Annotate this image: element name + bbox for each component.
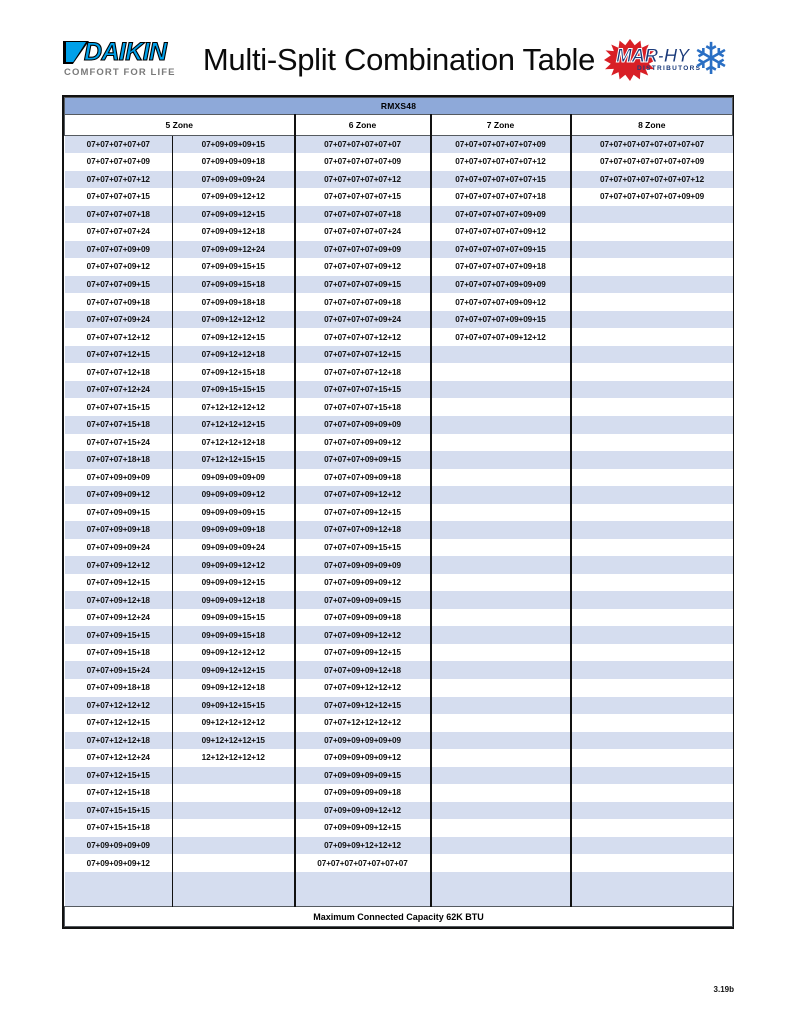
table-row [65, 363, 733, 381]
cell-6zone: 07+07+07+07+09+12 [295, 258, 431, 276]
table-row [65, 574, 733, 592]
table-row [65, 539, 733, 557]
cell-8zone [571, 802, 733, 820]
cell-6zone: 07+07+07+07+12+15 [295, 346, 431, 364]
cell-5zone-a: 07+07+12+12+18 [65, 732, 173, 750]
cell-8zone [571, 363, 733, 381]
cell-5zone-a: 07+07+09+18+18 [65, 679, 173, 697]
cell-8zone [571, 241, 733, 259]
cell-5zone-b [173, 819, 295, 837]
cell-6zone: 07+07+07+07+07+09 [295, 153, 431, 171]
max-capacity-note: Maximum Connected Capacity 62K BTU [65, 907, 733, 927]
cell-8zone [571, 223, 733, 241]
cell-5zone-b: 09+09+09+09+18 [173, 521, 295, 539]
combination-table [64, 97, 733, 927]
table-row [65, 258, 733, 276]
cell-7zone: 07+07+07+07+09+09+09 [431, 276, 571, 294]
cell-6zone: 07+07+07+07+09+09 [295, 241, 431, 259]
cell-8zone [571, 644, 733, 662]
cell-7zone [431, 872, 571, 890]
page-title: Multi-Split Combination Table [202, 42, 596, 77]
zone-header-6: 6 Zone [295, 115, 431, 136]
cell-8zone [571, 311, 733, 329]
cell-7zone [431, 837, 571, 855]
cell-8zone [571, 539, 733, 557]
cell-7zone: 07+07+07+07+07+09+09 [431, 206, 571, 224]
cell-5zone-b: 07+09+09+15+18 [173, 276, 295, 294]
cell-5zone-a: 07+07+07+07+07 [65, 136, 173, 154]
cell-5zone-b: 07+12+12+12+15 [173, 416, 295, 434]
cell-7zone [431, 714, 571, 732]
cell-6zone: 07+09+09+09+12+15 [295, 819, 431, 837]
cell-7zone [431, 363, 571, 381]
cell-6zone: 07+07+07+07+07+07 [295, 136, 431, 154]
cell-6zone: 07+09+09+09+09+15 [295, 767, 431, 785]
cell-5zone-b: 07+09+12+12+18 [173, 346, 295, 364]
cell-7zone: 07+07+07+07+09+09+12 [431, 293, 571, 311]
cell-5zone-a: 07+07+07+12+24 [65, 381, 173, 399]
cell-7zone [431, 539, 571, 557]
cell-7zone [431, 802, 571, 820]
cell-8zone [571, 434, 733, 452]
table-body [65, 136, 733, 907]
cell-6zone [295, 872, 431, 890]
cell-6zone: 07+09+09+09+09+12 [295, 749, 431, 767]
table-row [65, 311, 733, 329]
cell-6zone: 07+07+07+09+15+15 [295, 539, 431, 557]
cell-5zone-b: 07+09+09+12+15 [173, 206, 295, 224]
cell-7zone [431, 626, 571, 644]
cell-5zone-a: 07+07+07+15+18 [65, 416, 173, 434]
cell-5zone-b: 07+09+12+12+12 [173, 311, 295, 329]
cell-5zone-b: 09+09+09+12+12 [173, 556, 295, 574]
cell-5zone-b: 09+09+09+15+15 [173, 609, 295, 627]
cell-6zone: 07+09+09+09+09+09 [295, 732, 431, 750]
cell-6zone: 07+07+07+07+07+12 [295, 171, 431, 189]
cell-8zone [571, 451, 733, 469]
table-row [65, 609, 733, 627]
table-row [65, 661, 733, 679]
cell-5zone-a: 07+07+07+07+24 [65, 223, 173, 241]
cell-5zone-a: 07+07+07+07+12 [65, 171, 173, 189]
cell-6zone: 07+07+09+09+12+15 [295, 644, 431, 662]
cell-5zone-a: 07+09+09+09+12 [65, 854, 173, 872]
cell-7zone [431, 767, 571, 785]
cell-5zone-a: 07+07+09+09+12 [65, 486, 173, 504]
table-foot [65, 907, 733, 927]
cell-5zone-a: 07+07+09+09+24 [65, 539, 173, 557]
table-row [65, 328, 733, 346]
cell-6zone: 07+07+07+07+07+15 [295, 188, 431, 206]
cell-6zone: 07+07+07+07+07+18 [295, 206, 431, 224]
page-reference: 3.19b [713, 985, 734, 994]
cell-8zone [571, 872, 733, 890]
cell-5zone-b: 07+09+09+15+15 [173, 258, 295, 276]
cell-6zone: 07+07+09+09+12+18 [295, 661, 431, 679]
cell-7zone [431, 486, 571, 504]
cell-5zone-a: 07+07+09+09+18 [65, 521, 173, 539]
cell-5zone-b [173, 784, 295, 802]
table-row [65, 697, 733, 715]
table-row [65, 521, 733, 539]
cell-5zone-b: 09+09+09+09+24 [173, 539, 295, 557]
cell-7zone: 07+07+07+07+07+07+18 [431, 188, 571, 206]
cell-5zone-b: 09+09+09+12+18 [173, 591, 295, 609]
cell-7zone [431, 697, 571, 715]
daikin-wordmark: DAIKIN [84, 38, 167, 66]
cell-5zone-a: 07+07+07+12+12 [65, 328, 173, 346]
table-row [65, 889, 733, 907]
cell-8zone [571, 556, 733, 574]
table-row [65, 276, 733, 294]
cell-7zone: 07+07+07+07+09+09+15 [431, 311, 571, 329]
cell-7zone [431, 469, 571, 487]
cell-5zone-a: 07+07+07+12+18 [65, 363, 173, 381]
cell-7zone: 07+07+07+07+07+09+12 [431, 223, 571, 241]
cell-5zone-a: 07+07+09+12+18 [65, 591, 173, 609]
cell-8zone [571, 819, 733, 837]
cell-6zone: 07+07+07+07+12+18 [295, 363, 431, 381]
cell-8zone [571, 416, 733, 434]
table-row [65, 802, 733, 820]
page-header [62, 32, 734, 88]
table-row [65, 819, 733, 837]
cell-7zone: 07+07+07+07+07+09+15 [431, 241, 571, 259]
cell-8zone [571, 591, 733, 609]
cell-7zone [431, 416, 571, 434]
cell-5zone-b: 07+12+12+12+12 [173, 398, 295, 416]
cell-8zone [571, 784, 733, 802]
cell-5zone-a: 07+07+07+07+09 [65, 153, 173, 171]
cell-6zone: 07+07+09+09+09+18 [295, 609, 431, 627]
cell-5zone-b [173, 889, 295, 907]
cell-6zone: 07+07+07+07+15+18 [295, 398, 431, 416]
table-row [65, 767, 733, 785]
cell-8zone [571, 889, 733, 907]
cell-6zone: 07+07+07+07+09+15 [295, 276, 431, 294]
cell-5zone-a: 07+09+09+09+09 [65, 837, 173, 855]
cell-6zone: 07+07+09+09+09+15 [295, 591, 431, 609]
cell-8zone [571, 381, 733, 399]
table-row [65, 469, 733, 487]
cell-5zone-a: 07+07+07+09+24 [65, 311, 173, 329]
cell-5zone-b: 07+09+09+12+18 [173, 223, 295, 241]
table-row [65, 486, 733, 504]
cell-7zone [431, 609, 571, 627]
cell-5zone-b [173, 802, 295, 820]
table-row [65, 749, 733, 767]
cell-8zone [571, 504, 733, 522]
cell-5zone-b: 09+09+09+15+18 [173, 626, 295, 644]
cell-6zone: 07+07+07+09+09+09 [295, 416, 431, 434]
cell-5zone-b: 07+09+09+12+12 [173, 188, 295, 206]
cell-6zone: 07+07+07+09+12+18 [295, 521, 431, 539]
cell-5zone-a: 07+07+12+12+15 [65, 714, 173, 732]
cell-7zone [431, 504, 571, 522]
cell-7zone [431, 521, 571, 539]
cell-8zone: 07+07+07+07+07+07+07+07 [571, 136, 733, 154]
table-row [65, 398, 733, 416]
cell-8zone [571, 206, 733, 224]
cell-5zone-b: 07+12+12+12+18 [173, 434, 295, 452]
cell-7zone [431, 644, 571, 662]
table-row [65, 241, 733, 259]
cell-6zone: 07+07+07+07+15+15 [295, 381, 431, 399]
table-row [65, 784, 733, 802]
cell-6zone: 07+07+07+09+09+12 [295, 434, 431, 452]
table-row [65, 679, 733, 697]
cell-8zone [571, 328, 733, 346]
marhy-tagline: DISTRIBUTORS [637, 65, 702, 72]
marhy-logo [602, 35, 734, 85]
cell-5zone-b: 12+12+12+12+12 [173, 749, 295, 767]
cell-5zone-a: 07+07+07+09+18 [65, 293, 173, 311]
cell-7zone [431, 854, 571, 872]
cell-8zone [571, 346, 733, 364]
model-name-cell: RMXS48 [65, 98, 733, 115]
cell-7zone: 07+07+07+07+07+07+09 [431, 136, 571, 154]
cell-6zone: 07+07+07+09+09+18 [295, 469, 431, 487]
daikin-tagline: COMFORT FOR LIFE [64, 67, 176, 78]
cell-7zone [431, 679, 571, 697]
cell-5zone-b: 09+09+09+09+09 [173, 469, 295, 487]
cell-8zone: 07+07+07+07+07+07+07+09 [571, 153, 733, 171]
cell-8zone [571, 697, 733, 715]
cell-5zone-a: 07+07+09+12+12 [65, 556, 173, 574]
cell-6zone: 07+07+09+09+09+09 [295, 556, 431, 574]
cell-5zone-b [173, 837, 295, 855]
cell-5zone-a: 07+07+07+07+15 [65, 188, 173, 206]
cell-7zone [431, 749, 571, 767]
table-row [65, 504, 733, 522]
cell-5zone-a [65, 889, 173, 907]
cell-5zone-a: 07+07+07+09+12 [65, 258, 173, 276]
cell-8zone [571, 486, 733, 504]
table-row [65, 854, 733, 872]
cell-8zone [571, 679, 733, 697]
cell-8zone: 07+07+07+07+07+07+09+09 [571, 188, 733, 206]
table-row [65, 153, 733, 171]
cell-8zone [571, 767, 733, 785]
cell-7zone [431, 434, 571, 452]
table-row [65, 188, 733, 206]
table-row [65, 644, 733, 662]
cell-5zone-a: 07+07+12+12+24 [65, 749, 173, 767]
cell-7zone [431, 346, 571, 364]
cell-5zone-b: 09+09+09+09+15 [173, 504, 295, 522]
cell-6zone: 07+07+09+09+12+12 [295, 626, 431, 644]
daikin-logo [62, 38, 190, 82]
cell-5zone-b: 07+09+09+09+15 [173, 136, 295, 154]
table-row [65, 434, 733, 452]
table-row [65, 732, 733, 750]
cell-5zone-b: 09+09+12+12+18 [173, 679, 295, 697]
table-row [65, 556, 733, 574]
cell-5zone-a: 07+07+09+15+18 [65, 644, 173, 662]
cell-5zone-b: 09+09+12+15+15 [173, 697, 295, 715]
cell-5zone-a: 07+07+07+18+18 [65, 451, 173, 469]
cell-5zone-b: 09+09+12+12+15 [173, 661, 295, 679]
zone-header-7: 7 Zone [431, 115, 571, 136]
cell-7zone: 07+07+07+07+09+12+12 [431, 328, 571, 346]
table-row [65, 206, 733, 224]
cell-5zone-b: 07+09+09+12+24 [173, 241, 295, 259]
cell-5zone-a: 07+07+12+12+12 [65, 697, 173, 715]
cell-7zone [431, 398, 571, 416]
table-row [65, 626, 733, 644]
cell-5zone-b: 07+09+09+09+24 [173, 171, 295, 189]
cell-7zone [431, 784, 571, 802]
cell-7zone [431, 574, 571, 592]
cell-6zone: 07+07+07+07+07+24 [295, 223, 431, 241]
snowflake-icon: ❄ [692, 35, 730, 84]
cell-6zone: 07+07+09+12+12+15 [295, 697, 431, 715]
cell-8zone: 07+07+07+07+07+07+07+12 [571, 171, 733, 189]
cell-8zone [571, 626, 733, 644]
table-row [65, 136, 733, 154]
cell-5zone-b: 07+09+09+18+18 [173, 293, 295, 311]
table-row [65, 381, 733, 399]
table-row [65, 714, 733, 732]
cell-7zone: 07+07+07+07+07+07+12 [431, 153, 571, 171]
cell-5zone-b [173, 767, 295, 785]
table-row [65, 451, 733, 469]
cell-5zone-a: 07+07+12+15+15 [65, 767, 173, 785]
cell-8zone [571, 837, 733, 855]
cell-8zone [571, 609, 733, 627]
table-row [65, 837, 733, 855]
cell-8zone [571, 714, 733, 732]
cell-7zone [431, 819, 571, 837]
cell-6zone: 07+07+07+09+12+15 [295, 504, 431, 522]
cell-5zone-b: 09+12+12+12+15 [173, 732, 295, 750]
zone-header-8: 8 Zone [571, 115, 733, 136]
table-row [65, 591, 733, 609]
table-row [65, 223, 733, 241]
cell-6zone: 07+09+09+09+12+12 [295, 802, 431, 820]
cell-6zone: 07+07+07+07+09+24 [295, 311, 431, 329]
cell-5zone-a: 07+07+09+09+15 [65, 504, 173, 522]
cell-5zone-a [65, 872, 173, 890]
cell-5zone-a: 07+07+09+15+15 [65, 626, 173, 644]
model-header-row [65, 98, 733, 115]
cell-5zone-b: 09+09+09+09+12 [173, 486, 295, 504]
footer-row [65, 907, 733, 927]
cell-8zone [571, 854, 733, 872]
cell-5zone-a: 07+07+07+12+15 [65, 346, 173, 364]
cell-5zone-a: 07+07+09+12+15 [65, 574, 173, 592]
table-row [65, 416, 733, 434]
cell-5zone-b: 07+09+12+15+18 [173, 363, 295, 381]
cell-6zone: 07+09+09+12+12+12 [295, 837, 431, 855]
cell-5zone-a: 07+07+09+15+24 [65, 661, 173, 679]
cell-5zone-b: 07+09+09+09+18 [173, 153, 295, 171]
cell-8zone [571, 574, 733, 592]
cell-7zone: 07+07+07+07+07+07+15 [431, 171, 571, 189]
cell-6zone: 07+07+07+07+09+18 [295, 293, 431, 311]
cell-5zone-b: 07+09+12+12+15 [173, 328, 295, 346]
cell-5zone-a: 07+07+07+07+18 [65, 206, 173, 224]
cell-7zone [431, 732, 571, 750]
cell-6zone: 07+07+07+09+12+12 [295, 486, 431, 504]
cell-5zone-a: 07+07+07+15+15 [65, 398, 173, 416]
cell-5zone-a: 07+07+07+09+09 [65, 241, 173, 259]
table-row [65, 293, 733, 311]
cell-7zone [431, 661, 571, 679]
zone-header-5: 5 Zone [65, 115, 295, 136]
cell-5zone-b: 09+09+09+12+15 [173, 574, 295, 592]
cell-6zone: 07+07+12+12+12+12 [295, 714, 431, 732]
cell-6zone: 07+07+07+09+09+15 [295, 451, 431, 469]
cell-8zone [571, 398, 733, 416]
cell-5zone-a: 07+07+12+15+18 [65, 784, 173, 802]
cell-5zone-a: 07+07+15+15+15 [65, 802, 173, 820]
cell-5zone-b: 09+12+12+12+12 [173, 714, 295, 732]
cell-5zone-a: 07+07+15+15+18 [65, 819, 173, 837]
cell-5zone-a: 07+07+09+09+09 [65, 469, 173, 487]
cell-5zone-b: 07+12+12+15+15 [173, 451, 295, 469]
cell-7zone [431, 591, 571, 609]
cell-6zone: 07+07+07+07+07+07+07 [295, 854, 431, 872]
cell-7zone [431, 889, 571, 907]
combination-table-wrapper [62, 95, 734, 929]
cell-8zone [571, 293, 733, 311]
cell-5zone-a: 07+07+07+15+24 [65, 434, 173, 452]
cell-6zone: 07+09+09+09+09+18 [295, 784, 431, 802]
cell-5zone-b: 09+09+12+12+12 [173, 644, 295, 662]
cell-8zone [571, 469, 733, 487]
marhy-wordmark: MAR-HY [616, 46, 689, 67]
table-row [65, 346, 733, 364]
cell-5zone-b [173, 872, 295, 890]
cell-8zone [571, 732, 733, 750]
cell-5zone-a: 07+07+07+09+15 [65, 276, 173, 294]
cell-7zone: 07+07+07+07+07+09+18 [431, 258, 571, 276]
cell-8zone [571, 749, 733, 767]
cell-6zone: 07+07+09+12+12+12 [295, 679, 431, 697]
cell-5zone-a: 07+07+09+12+24 [65, 609, 173, 627]
cell-8zone [571, 521, 733, 539]
cell-6zone: 07+07+07+07+12+12 [295, 328, 431, 346]
table-head [65, 98, 733, 136]
cell-8zone [571, 258, 733, 276]
cell-7zone [431, 451, 571, 469]
cell-6zone [295, 889, 431, 907]
cell-8zone [571, 661, 733, 679]
table-row [65, 171, 733, 189]
table-row [65, 872, 733, 890]
cell-5zone-b [173, 854, 295, 872]
cell-5zone-b: 07+09+15+15+15 [173, 381, 295, 399]
cell-6zone: 07+07+09+09+09+12 [295, 574, 431, 592]
cell-8zone [571, 276, 733, 294]
cell-7zone [431, 381, 571, 399]
cell-7zone [431, 556, 571, 574]
zone-header-row [65, 115, 733, 136]
